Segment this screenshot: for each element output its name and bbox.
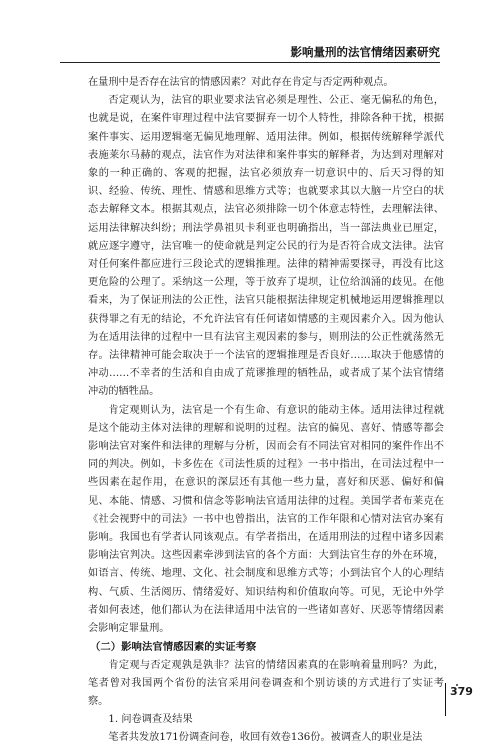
page-number-rule [445, 683, 446, 716]
paragraph-positive-view: 肯定观则认为，法官是一个有生命、有意识的能动主体。适用法律过程就是这个能动主体对法律的理解和说明的过程。法官的偏见、喜好、情感等都会影响法官对案件和法律的理解与分析，因而会有不同法官对相同的案件作出不同的判决。例如，卡多佐在《司法性质的过程》一书中指出，在司法过程中一些因素在起作用，在意识的深层还有其他一些力量，喜好和厌恶、偏好和偏见、本能、情感、习惯和信念等影响法官适用法律的过程。美国学者布莱克在《社会视野中的司法》一书中也曾指出，法官的工作年限和心情对法官办案有影响。我国也有学者认同该观点。有学者指出，在适用刑法的过程中诸多因素影响法官判决。这些因素牵涉到法官的各个方面：大到法官生存的外在环境，如语言、传统、地理、文化、社会制度和思维方式等；小到法官个人的心理结构、气质、生活阅历、情绪爱好、知识结构和价值取向等。可见，无论中外学者如何表述，他们都认为在法律适用中法官的一些诸如喜好、厌恶等情绪因素会影响定罪量刑。 [88, 404, 444, 635]
header-rule [60, 62, 440, 63]
paragraph-section-intro: 肯定观与否定观孰是孰非？法官的情绪因素真的在影响着量刑吗？为此，笔者曾对我国两个省份的法官采用问卷调查和个别访谈的方式进行了实证考察。 [88, 659, 444, 707]
subheading-survey: 1. 问卷调查及结果 [108, 714, 193, 726]
paragraph-negative-view: 否定观认为，法官的职业要求法官必须是理性、公正、毫无偏私的角色，也就是说，在案件审理过程中法官要摒弃一切个人特性，排除各种干扰，根据案件事实、运用逻辑毫无偏见地理解、适用法律。例如，根据传统解释学派代表施莱尔马赫的观点，法官作为对法律和案件事实的解释者，为达到对理解对象的一种正确的、客观的把握，法官必须放弃一切意识中的、后天习得的知识、经验、传统、理性、情感和思维方式等；也就要求其以大脑一片空白的状态去解释文本。根据其观点，法官必须排除一切个体意志特性，去理解法律、运用法律解决纠纷；刑法学鼻祖贝卡利亚也明确指出，当一部法典业已厘定，就应逐字遵守，法官唯一的使命就是判定公民的行为是否符合成文法律。法官对任何案件都应进行三段论式的逻辑推理。法律的精神需要探寻，再没有比这更危险的公理了。采纳这一公理，等于放弃了堤坝，让位给汹涌的歧见。在他看来，为了保证刑法的公正性，法官只能根据法律规定机械地运用逻辑推理以获得罪之有无的结论，不允许法官有任何诸如情感的主观因素介入。因为他认为在适用法律的过程中一旦有法官主观因素的参与，则刑法的公正性就荡然无存。法律精神可能会取决于一个法官的逻辑推理是否良好……取决于他感情的冲动……不幸者的生活和自由成了荒谬推理的牺牲品，或者成了某个法官情绪冲动的牺牲品。 [88, 95, 444, 398]
running-header: 影响量刑的法官情绪因素研究 [290, 45, 440, 59]
body-text [88, 74, 444, 748]
paragraph-intro: 在量刑中是否存在法官的情感因素？对此存在肯定与否定两种观点。 [88, 77, 394, 88]
section-heading: （二）影响法官情感因素的实证考察 [90, 641, 257, 654]
page-footer [445, 683, 495, 718]
paragraph-survey-start: 笔者共发放171份调查问卷，收回有效卷136份。被调查人的职业是法 [108, 732, 423, 744]
page-number: 379 [450, 685, 473, 698]
